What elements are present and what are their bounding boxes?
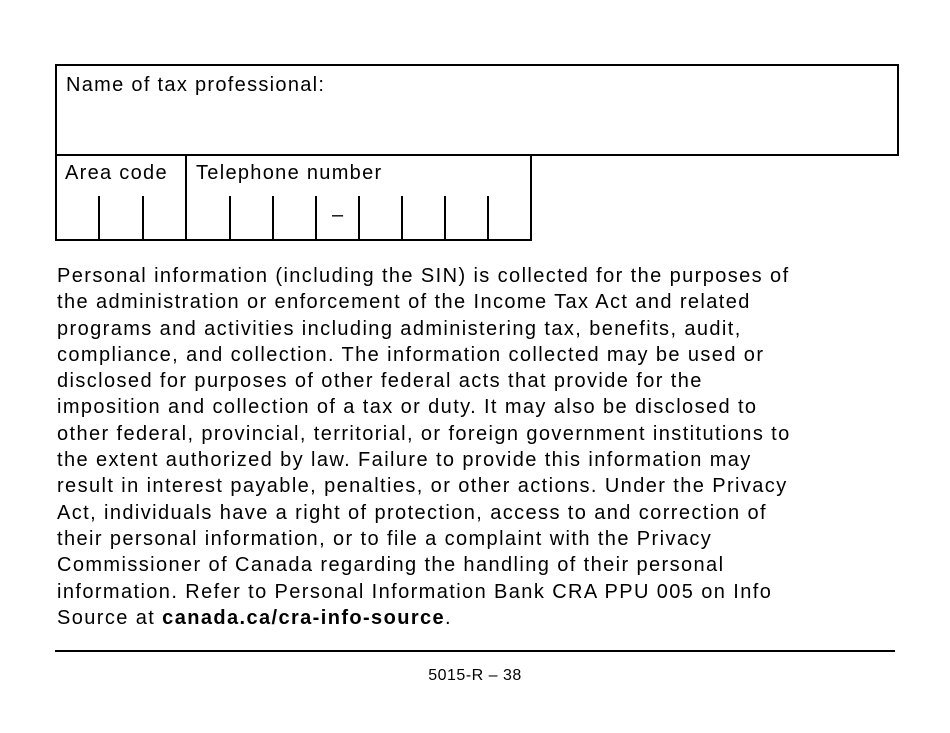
digit-separator (401, 196, 403, 239)
digit-separator (315, 196, 317, 239)
privacy-line: information. Refer to Personal Information Bank CRA PPU 005 on Info (57, 580, 773, 603)
phone-number-group (55, 154, 532, 241)
info-source-link[interactable]: canada.ca/cra-info-source (162, 606, 446, 629)
privacy-notice (57, 263, 937, 631)
privacy-last-line-prefix: Source at (57, 606, 163, 629)
digit-separator (444, 196, 446, 239)
digit-separator (142, 196, 144, 239)
telephone-number-label: Telephone number (196, 162, 383, 184)
privacy-last-line (57, 605, 937, 631)
privacy-line: disclosed for purposes of other federal acts that provide for the (57, 370, 703, 393)
privacy-line: the extent authorized by law. Failure to provide this information may (57, 449, 752, 472)
telephone-number-field[interactable] (187, 154, 530, 239)
privacy-line: Act, individuals have a right of protection, access to and correction of (57, 501, 768, 524)
digit-separator (98, 196, 100, 239)
privacy-line: their personal information, or to file a complaint with the Privacy (57, 527, 713, 550)
footer-divider (55, 650, 895, 652)
area-code-field[interactable] (57, 154, 187, 239)
privacy-line: imposition and collection of a tax or duty. It may also be disclosed to (57, 396, 758, 419)
tax-professional-name-label: Name of tax professional: (66, 74, 326, 96)
tax-professional-name-field[interactable] (55, 64, 899, 156)
privacy-line: other federal, provincial, territorial, or foreign government institutions to (57, 422, 791, 445)
digit-separator (229, 196, 231, 239)
digit-separator (358, 196, 360, 239)
digit-separator (272, 196, 274, 239)
privacy-line: Personal information (including the SIN) is collected for the purposes of (57, 265, 790, 287)
privacy-line: result in interest payable, penalties, or other actions. Under the Privacy (57, 475, 788, 498)
phone-dash: – (332, 204, 344, 226)
privacy-last-line-suffix: . (445, 606, 453, 629)
privacy-line: programs and activities including administering tax, benefits, audit, (57, 317, 742, 340)
digit-separator (487, 196, 489, 239)
privacy-line: compliance, and collection. The information collected may be used or (57, 343, 765, 366)
privacy-line: the administration or enforcement of the Income Tax Act and related (57, 291, 751, 314)
area-code-label: Area code (65, 162, 168, 184)
privacy-line: Commissioner of Canada regarding the handling of their personal (57, 554, 725, 577)
page-number: 5015-R – 38 (428, 667, 522, 684)
